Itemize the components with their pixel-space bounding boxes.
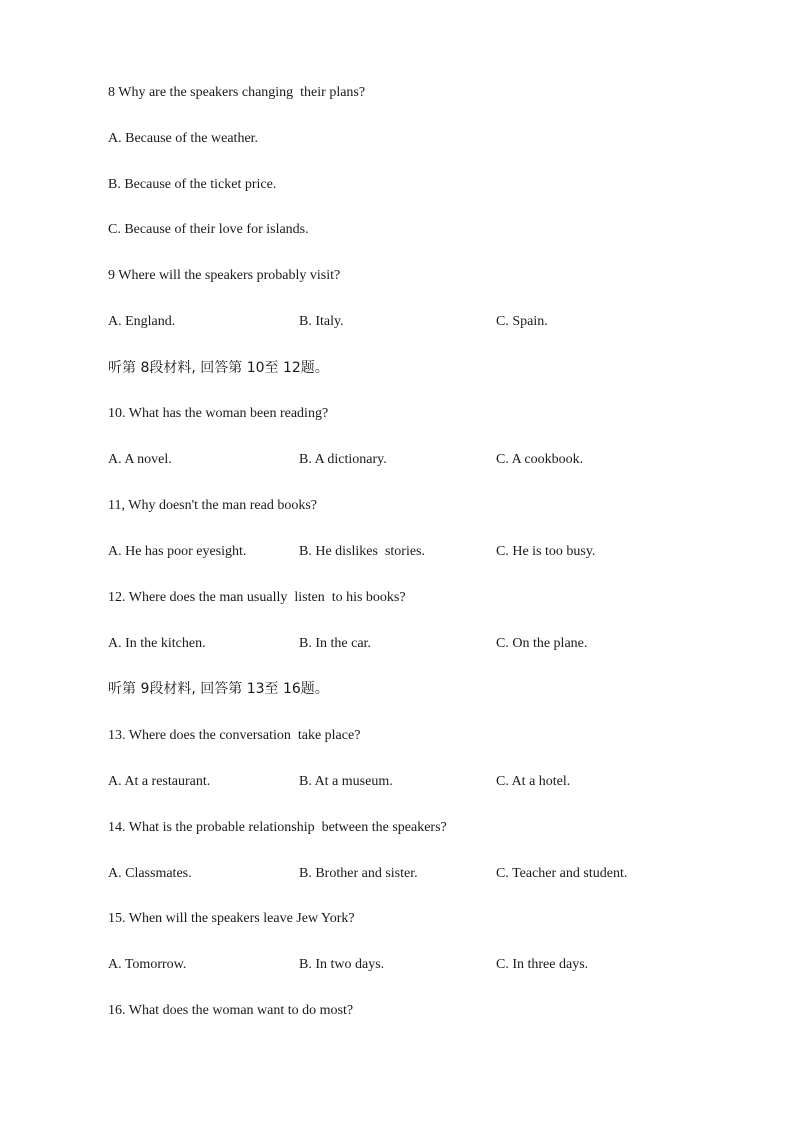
- section-8-heading: 听第 8段材料, 回答第 10至 12题。: [108, 360, 329, 376]
- question-11-option-a: A. He has poor eyesight.: [108, 544, 247, 559]
- question-15-option-a: A. Tomorrow.: [108, 957, 187, 972]
- question-11-option-c: C. He is too busy.: [496, 544, 596, 559]
- question-15: 15. When will the speakers leave Jew York?: [108, 911, 355, 926]
- question-8-option-b: B. Because of the ticket price.: [108, 177, 277, 192]
- question-10-option-b: B. A dictionary.: [299, 452, 387, 467]
- question-14-option-c: C. Teacher and student.: [496, 866, 628, 881]
- question-13: 13. Where does the conversation take place?: [108, 728, 361, 743]
- question-8: 8 Why are the speakers changing their plans?: [108, 85, 366, 100]
- question-15-option-c: C. In three days.: [496, 957, 589, 972]
- question-8-option-a: A. Because of the weather.: [108, 131, 259, 146]
- section-9-heading: 听第 9段材料, 回答第 13至 16题。: [108, 681, 329, 697]
- question-12: 12. Where does the man usually listen to his books?: [108, 590, 406, 605]
- question-14-option-a: A. Classmates.: [108, 866, 192, 881]
- question-9-option-a: A. England.: [108, 314, 176, 329]
- question-13-option-c: C. At a hotel.: [496, 774, 571, 789]
- question-9-option-b: B. Italy.: [299, 314, 344, 329]
- question-14-option-b: B. Brother and sister.: [299, 866, 418, 881]
- question-13-option-b: B. At a museum.: [299, 774, 393, 789]
- question-10: 10. What has the woman been reading?: [108, 406, 329, 421]
- question-9-option-c: C. Spain.: [496, 314, 548, 329]
- question-11: 11, Why doesn't the man read books?: [108, 498, 317, 513]
- question-8-option-c: C. Because of their love for islands.: [108, 222, 309, 237]
- question-10-option-c: C. A cookbook.: [496, 452, 584, 467]
- question-15-option-b: B. In two days.: [299, 957, 385, 972]
- question-12-option-c: C. On the plane.: [496, 636, 588, 651]
- question-14: 14. What is the probable relationship between the speakers?: [108, 820, 447, 835]
- question-11-option-b: B. He dislikes stories.: [299, 544, 425, 559]
- question-9: 9 Where will the speakers probably visit?: [108, 268, 341, 283]
- question-16: 16. What does the woman want to do most?: [108, 1003, 354, 1018]
- question-13-option-a: A. At a restaurant.: [108, 774, 211, 789]
- question-10-option-a: A. A novel.: [108, 452, 172, 467]
- question-12-option-a: A. In the kitchen.: [108, 636, 206, 651]
- question-12-option-b: B. In the car.: [299, 636, 371, 651]
